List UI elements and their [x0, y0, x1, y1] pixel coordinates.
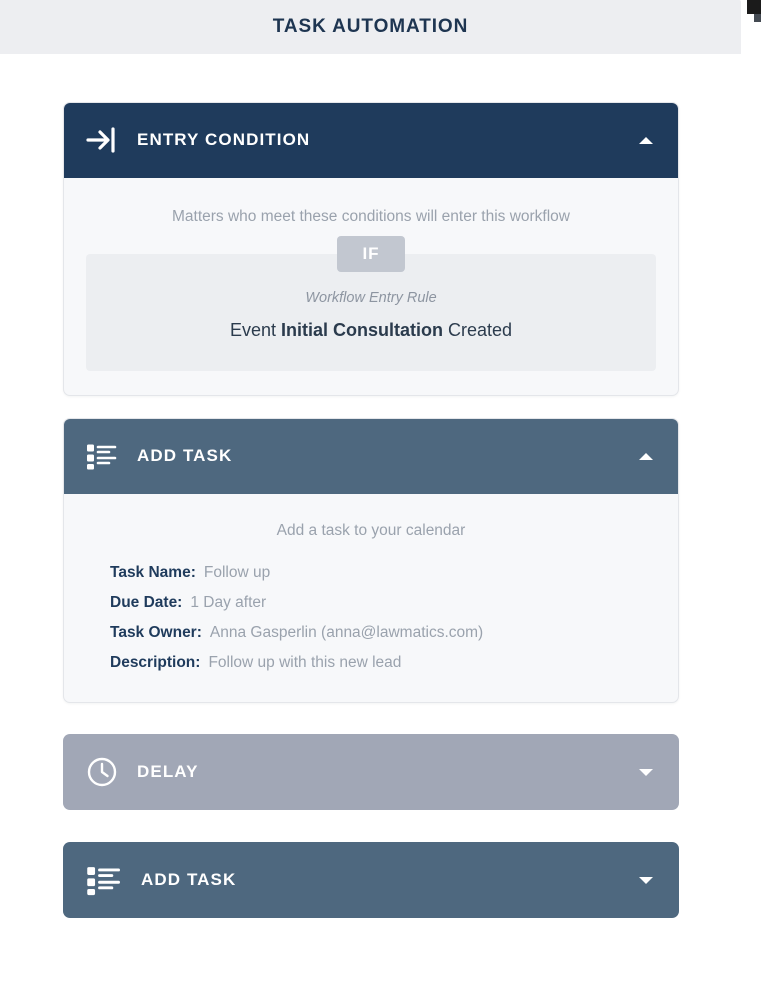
field-description-value: Follow up with this new lead: [208, 654, 402, 671]
page-header: [0, 0, 741, 54]
field-task-owner: [86, 618, 656, 648]
expand-caret-down-icon[interactable]: [639, 769, 653, 776]
node-add-task-2-header[interactable]: [63, 842, 679, 918]
window-corner-artifact-secondary: [754, 14, 761, 22]
node-add-task-1-title: ADD TASK: [137, 446, 233, 465]
workflow-canvas: [0, 54, 741, 954]
clock-icon: [85, 756, 119, 788]
task-list-icon: [85, 863, 123, 897]
field-due-date-label: Due Date:: [110, 594, 183, 611]
node-entry-condition-body: [64, 178, 678, 395]
node-entry-condition-title: ENTRY CONDITION: [137, 130, 311, 149]
expand-caret-down-icon[interactable]: [639, 877, 653, 884]
entry-rule-text: [106, 320, 636, 341]
node-delay-title: DELAY: [137, 762, 199, 781]
if-badge: IF: [337, 236, 405, 272]
node-add-task-2-title: ADD TASK: [141, 870, 237, 889]
field-description: [86, 648, 656, 678]
entry-rule-event-name: Initial Consultation: [280, 320, 443, 340]
entry-rule-label: Workflow Entry Rule: [305, 290, 437, 306]
field-due-date: [86, 588, 656, 618]
page-title: TASK AUTOMATION: [272, 16, 469, 37]
node-delay[interactable]: [63, 734, 679, 810]
node-add-task-2[interactable]: [63, 842, 679, 918]
entry-rule-suffix: Created: [442, 320, 513, 340]
field-task-owner-label: Task Owner:: [110, 624, 202, 641]
node-add-task-1[interactable]: [63, 418, 679, 703]
task-list-icon: [85, 441, 119, 471]
field-description-label: Description:: [110, 654, 201, 671]
entry-rule-prefix: Event: [229, 320, 281, 340]
field-due-date-value: 1 Day after: [190, 594, 267, 611]
add-task-subtitle: Add a task to your calendar: [276, 522, 466, 539]
node-entry-condition-header[interactable]: [63, 102, 679, 178]
enter-arrow-icon: [85, 125, 119, 155]
node-delay-header[interactable]: [63, 734, 679, 810]
field-task-owner-value: Anna Gasperlin (anna@lawmatics.com): [209, 624, 484, 641]
window-corner-artifact: [747, 0, 761, 14]
field-task-name-label: Task Name:: [110, 564, 196, 581]
node-add-task-1-body: [64, 494, 678, 702]
collapse-caret-up-icon[interactable]: [639, 137, 653, 144]
field-task-name: [86, 558, 656, 588]
entry-condition-subtitle: Matters who meet these conditions will enter this workflow: [172, 208, 570, 225]
node-add-task-1-header[interactable]: [63, 418, 679, 494]
collapse-caret-up-icon[interactable]: [639, 453, 653, 460]
field-task-name-value: Follow up: [203, 564, 271, 581]
node-entry-condition[interactable]: [63, 102, 679, 396]
entry-condition-rule-wrap: [86, 244, 656, 371]
